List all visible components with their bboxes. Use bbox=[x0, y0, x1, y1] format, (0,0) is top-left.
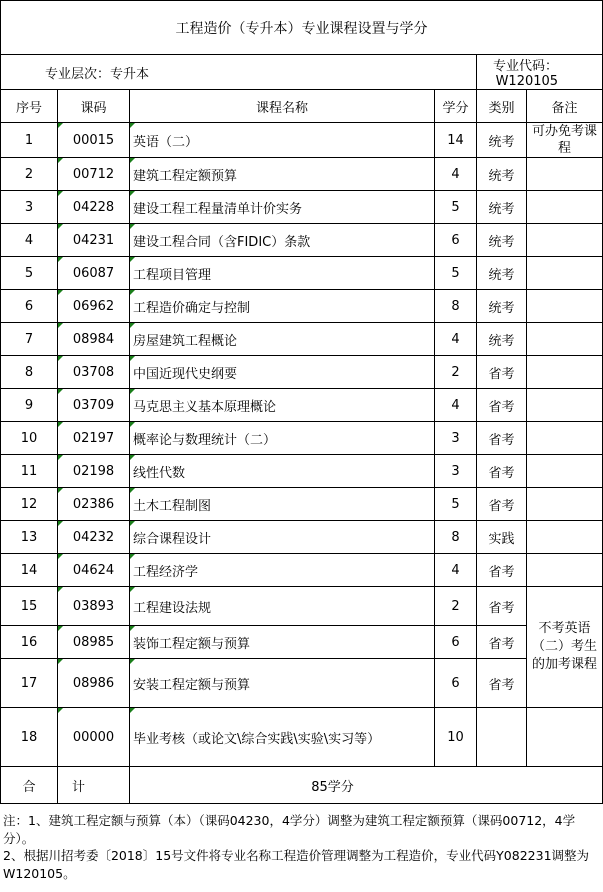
course-name: 工程建设法规 bbox=[130, 587, 435, 626]
header-type: 类别 bbox=[477, 90, 527, 123]
course-code: 02386 bbox=[58, 488, 130, 521]
note-1: 注：1、建筑工程定额与预算（本）（课码04230，4学分）调整为建筑工程定额预算（课码00712，4学分）。 bbox=[3, 813, 576, 846]
remark-empty bbox=[527, 554, 603, 587]
remark-english-exempt: 可办免考课程 bbox=[527, 123, 603, 158]
course-credit: 2 bbox=[435, 356, 477, 389]
course-type: 统考 bbox=[477, 323, 527, 356]
row-number: 12 bbox=[1, 488, 58, 521]
course-credit: 6 bbox=[435, 224, 477, 257]
course-code: 03708 bbox=[58, 356, 130, 389]
course-type: 省考 bbox=[477, 422, 527, 455]
course-code: 06087 bbox=[58, 257, 130, 290]
course-credit: 2 bbox=[435, 587, 477, 626]
course-name: 建设工程工程量清单计价实务 bbox=[130, 191, 435, 224]
remark-extra-courses: 不考英语（二）考生的加考课程 bbox=[527, 587, 603, 708]
major-code: 专业代码：W120105 bbox=[477, 55, 603, 90]
course-credit: 8 bbox=[435, 290, 477, 323]
course-credit: 3 bbox=[435, 422, 477, 455]
course-type: 省考 bbox=[477, 356, 527, 389]
course-name: 中国近现代史纲要 bbox=[130, 356, 435, 389]
table-row bbox=[1, 158, 603, 191]
course-code: 04228 bbox=[58, 191, 130, 224]
row-number: 18 bbox=[1, 708, 58, 767]
course-type: 统考 bbox=[477, 191, 527, 224]
table-row bbox=[1, 422, 603, 455]
course-code: 02198 bbox=[58, 455, 130, 488]
total-value: 85学分 bbox=[130, 767, 603, 804]
course-name: 马克思主义基本原理概论 bbox=[130, 389, 435, 422]
row-number: 3 bbox=[1, 191, 58, 224]
course-name: 房屋建筑工程概论 bbox=[130, 323, 435, 356]
course-credit: 4 bbox=[435, 389, 477, 422]
table-row bbox=[1, 455, 603, 488]
course-type: 省考 bbox=[477, 587, 527, 626]
remark-empty bbox=[527, 708, 603, 767]
remark-empty bbox=[527, 389, 603, 422]
row-number: 2 bbox=[1, 158, 58, 191]
row-number: 11 bbox=[1, 455, 58, 488]
course-code: 04624 bbox=[58, 554, 130, 587]
course-name: 工程项目管理 bbox=[130, 257, 435, 290]
course-name: 建筑工程定额预算 bbox=[130, 158, 435, 191]
course-credit: 3 bbox=[435, 455, 477, 488]
total-row bbox=[1, 767, 603, 804]
header-no: 序号 bbox=[1, 90, 58, 123]
row-number: 5 bbox=[1, 257, 58, 290]
table-row bbox=[1, 191, 603, 224]
course-credit: 8 bbox=[435, 521, 477, 554]
table-row bbox=[1, 659, 603, 708]
remark-empty bbox=[527, 257, 603, 290]
remark-empty bbox=[527, 521, 603, 554]
course-code: 08985 bbox=[58, 626, 130, 659]
course-code: 02197 bbox=[58, 422, 130, 455]
remark-empty bbox=[527, 323, 603, 356]
course-code: 04231 bbox=[58, 224, 130, 257]
row-number: 10 bbox=[1, 422, 58, 455]
table-row bbox=[1, 488, 603, 521]
remark-empty bbox=[527, 356, 603, 389]
course-type: 省考 bbox=[477, 554, 527, 587]
course-type: 统考 bbox=[477, 224, 527, 257]
course-credit: 6 bbox=[435, 659, 477, 708]
table-row bbox=[1, 587, 603, 626]
row-number: 14 bbox=[1, 554, 58, 587]
course-name: 英语（二） bbox=[130, 123, 435, 158]
course-name: 建设工程合同（含FIDIC）条款 bbox=[130, 224, 435, 257]
table-row bbox=[1, 224, 603, 257]
table-row bbox=[1, 123, 603, 158]
course-type: 省考 bbox=[477, 455, 527, 488]
course-type: 省考 bbox=[477, 389, 527, 422]
course-type: 统考 bbox=[477, 158, 527, 191]
course-credit: 10 bbox=[435, 708, 477, 767]
course-code: 00015 bbox=[58, 123, 130, 158]
note-2: 2、根据川招考委〔2018〕15号文件将专业名称工程造价管理调整为工程造价，专业代码Y082231调整为W120105。 bbox=[3, 848, 590, 881]
table-row bbox=[1, 290, 603, 323]
remark-empty bbox=[527, 488, 603, 521]
row-number: 6 bbox=[1, 290, 58, 323]
row-number: 4 bbox=[1, 224, 58, 257]
header-credit: 学分 bbox=[435, 90, 477, 123]
row-number: 17 bbox=[1, 659, 58, 708]
row-number: 16 bbox=[1, 626, 58, 659]
course-credit: 14 bbox=[435, 123, 477, 158]
course-credit: 4 bbox=[435, 158, 477, 191]
header-remark: 备注 bbox=[527, 90, 603, 123]
table-row bbox=[1, 257, 603, 290]
major-level: 专业层次：专升本 bbox=[1, 55, 477, 90]
remark-empty bbox=[527, 290, 603, 323]
course-name: 综合课程设计 bbox=[130, 521, 435, 554]
course-name: 工程经济学 bbox=[130, 554, 435, 587]
row-number: 9 bbox=[1, 389, 58, 422]
course-name: 线性代数 bbox=[130, 455, 435, 488]
course-name: 毕业考核（或论文\综合实践\实验\实习等） bbox=[130, 708, 435, 767]
course-name: 土木工程制图 bbox=[130, 488, 435, 521]
course-code: 03893 bbox=[58, 587, 130, 626]
course-code: 03709 bbox=[58, 389, 130, 422]
table-row bbox=[1, 356, 603, 389]
course-name: 工程造价确定与控制 bbox=[130, 290, 435, 323]
header-code: 课码 bbox=[58, 90, 130, 123]
header-name: 课程名称 bbox=[130, 90, 435, 123]
row-number: 15 bbox=[1, 587, 58, 626]
remark-empty bbox=[527, 422, 603, 455]
table-row bbox=[1, 521, 603, 554]
course-code: 08984 bbox=[58, 323, 130, 356]
notes bbox=[0, 810, 600, 884]
course-code: 00712 bbox=[58, 158, 130, 191]
table-row bbox=[1, 389, 603, 422]
course-type: 实践 bbox=[477, 521, 527, 554]
header-row bbox=[1, 90, 603, 123]
row-number: 1 bbox=[1, 123, 58, 158]
course-type: 省考 bbox=[477, 626, 527, 659]
course-credit: 6 bbox=[435, 626, 477, 659]
course-code: 04232 bbox=[58, 521, 130, 554]
remark-empty bbox=[527, 191, 603, 224]
course-code: 06962 bbox=[58, 290, 130, 323]
course-credit: 4 bbox=[435, 323, 477, 356]
course-type: 统考 bbox=[477, 290, 527, 323]
table-row bbox=[1, 554, 603, 587]
remark-empty bbox=[527, 224, 603, 257]
course-credit: 5 bbox=[435, 191, 477, 224]
course-credit: 4 bbox=[435, 554, 477, 587]
row-number: 13 bbox=[1, 521, 58, 554]
row-number: 7 bbox=[1, 323, 58, 356]
remark-empty bbox=[527, 455, 603, 488]
table-row bbox=[1, 323, 603, 356]
course-credit: 5 bbox=[435, 257, 477, 290]
total-label-a: 合 bbox=[1, 767, 58, 804]
table-row bbox=[1, 626, 603, 659]
course-code: 00000 bbox=[58, 708, 130, 767]
course-name: 安装工程定额与预算 bbox=[130, 659, 435, 708]
course-type: 省考 bbox=[477, 488, 527, 521]
course-type bbox=[477, 708, 527, 767]
total-label-b: 计 bbox=[58, 767, 130, 804]
course-type: 统考 bbox=[477, 123, 527, 158]
course-type: 省考 bbox=[477, 659, 527, 708]
remark-empty bbox=[527, 158, 603, 191]
row-number: 8 bbox=[1, 356, 58, 389]
course-credit: 5 bbox=[435, 488, 477, 521]
course-code: 08986 bbox=[58, 659, 130, 708]
course-type: 统考 bbox=[477, 257, 527, 290]
course-name: 概率论与数理统计（二） bbox=[130, 422, 435, 455]
course-name: 装饰工程定额与预算 bbox=[130, 626, 435, 659]
table-title: 工程造价（专升本）专业课程设置与学分 bbox=[1, 1, 603, 55]
table-row bbox=[1, 708, 603, 767]
